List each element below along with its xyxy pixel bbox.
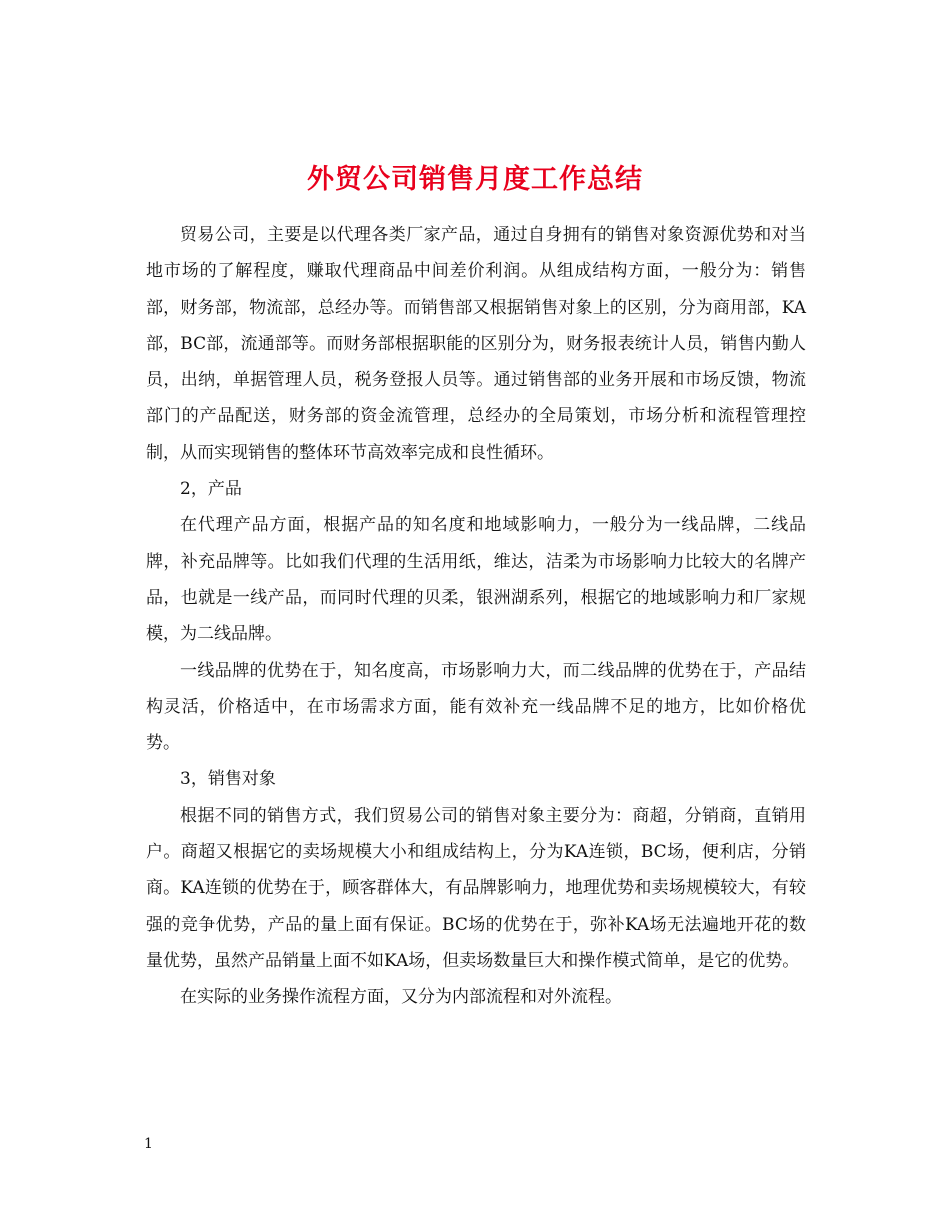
paragraph-brand-advantages: 一线品牌的优势在于，知名度高，市场影响力大，而二线品牌的优势在于，产品结构灵活，价格适中，在市场需求方面，能有效补充一线品牌不足的地方，比如价格优势。 — [146, 660, 806, 754]
document-title: 外贸公司销售月度工作总结 — [307, 164, 643, 196]
paragraph-intro: 贸易公司，主要是以代理各类厂家产品，通过自身拥有的销售对象资源优势和对当地市场的了解程度，赚取代理商品中间差价利润。从组成结构方面，一般分为：销售部，财务部，物流部，总经办等。而销售部又根据销售对象上的区别，分为商用部，KA部，BC部，流通部等。而财务部根据职能的区别分为，财务报表统计人员，销售内勤人员，出纳，单据管理人员，税务登报人员等。通过销售部的业务开展和市场反馈，物流部门的产品配送，财务部的资金流管理，总经办的全局策划，市场分析和流程管理控制，从而实现销售的整体环节高效率完成和良性循环。 — [146, 225, 806, 463]
section-heading-products: 2，产品 — [180, 479, 242, 500]
document-body — [146, 217, 806, 1016]
paragraph-business-process: 在实际的业务操作流程方面，又分为内部流程和对外流程。 — [180, 987, 622, 1008]
section-heading-sales-targets: 3，销售对象 — [180, 769, 276, 790]
paragraph-sales-targets: 根据不同的销售方式，我们贸易公司的销售对象主要分为：商超，分销商，直销用户。商超又根据它的卖场规模大小和组成结构上，分为KA连锁，BC场，便利店，分销商。KA连锁的优势在于，顾客群体大，有品牌影响力，地理优势和卖场规模较大，有较强的竞争优势，产品的量上面有保证。BC场的优势在于，弥补KA场无法遍地开花的数量优势，虽然产品销量上面不如KA场，但卖场数量巨大和操作模式简单，是它的优势。 — [146, 805, 806, 971]
paragraph-product-brands: 在代理产品方面，根据产品的知名度和地域影响力，一般分为一线品牌，二线品牌，补充品牌等。比如我们代理的生活用纸，维达，洁柔为市场影响力比较大的名牌产品，也就是一线产品，而同时代理的贝柔，银洲湖系列，根据它的地域影响力和厂家规模，为二线品牌。 — [146, 515, 806, 645]
page-number: 1 — [144, 1136, 153, 1152]
